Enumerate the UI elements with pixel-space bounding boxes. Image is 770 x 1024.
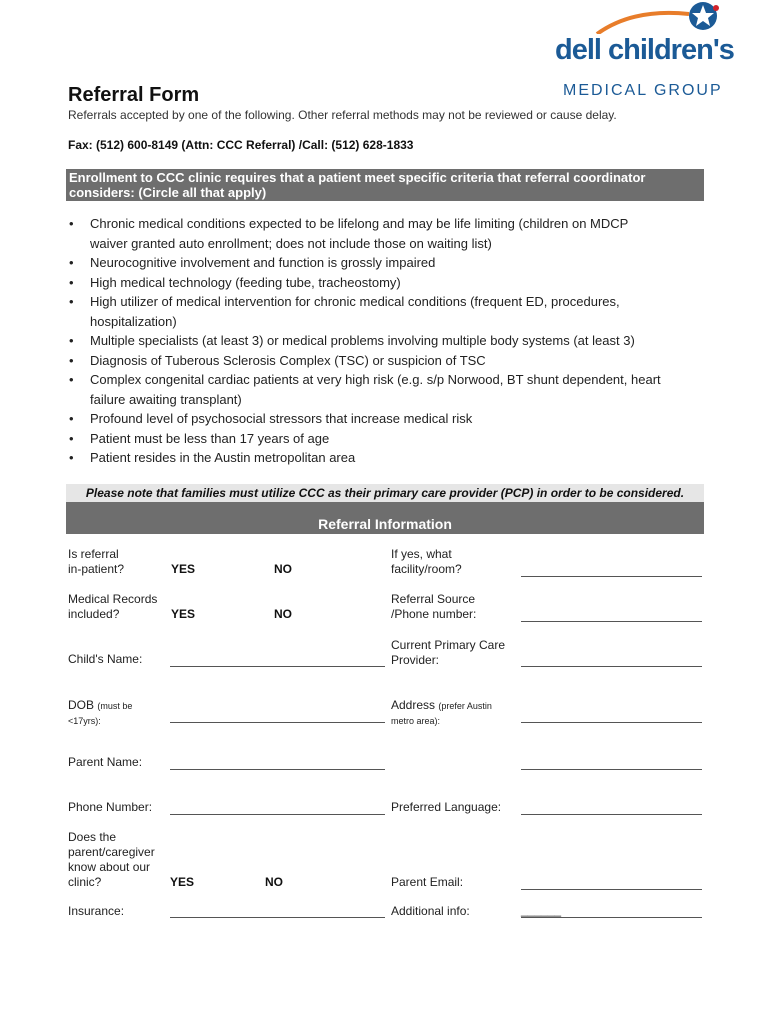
page-subtitle: Referrals accepted by one of the following. Other referral methods may not be reviewed or cause delay. <box>68 108 617 122</box>
facility-label <box>391 547 462 577</box>
pcp-label-line-2: Provider: <box>391 653 440 667</box>
records-label-line-1: Medical Records <box>68 592 158 606</box>
bullet-icon: • <box>69 450 74 465</box>
criteria-item[interactable] <box>66 253 706 273</box>
inpatient-label <box>68 547 124 577</box>
parent-name-label: Parent Name: <box>68 755 143 769</box>
criteria-list <box>66 214 706 468</box>
criteria-item[interactable] <box>66 351 706 371</box>
insurance-field[interactable] <box>170 917 385 918</box>
criteria-item-text: Patient resides in the Austin metropolitan area <box>90 450 356 465</box>
criteria-item[interactable] <box>66 370 706 409</box>
dob-field[interactable] <box>170 722 385 723</box>
criteria-banner-line-2: considers: (Circle all that apply) <box>69 185 267 200</box>
bullet-icon: • <box>69 216 74 231</box>
referral-source-label-line-2: /Phone number: <box>391 607 477 621</box>
parent-email-field[interactable] <box>521 889 702 890</box>
inpatient-yes-option[interactable]: YES <box>171 562 196 576</box>
dob-label-note-2: <17yrs): <box>68 716 101 726</box>
address-field-continued[interactable] <box>521 769 702 770</box>
bullet-icon: • <box>69 411 74 426</box>
aware-no-option[interactable]: NO <box>265 875 283 889</box>
criteria-banner <box>66 169 704 201</box>
criteria-banner-line-1: Enrollment to CCC clinic requires that a patient meet specific criteria that referral coordinator <box>69 170 646 185</box>
referral-source-label <box>391 592 476 622</box>
language-label: Preferred Language: <box>391 800 502 814</box>
address-label-note: (prefer Austin <box>438 701 492 711</box>
facility-label-line-2: facility/room? <box>391 562 462 576</box>
parent-email-label: Parent Email: <box>391 875 464 889</box>
bullet-icon: • <box>69 294 74 309</box>
pcp-label-line-1: Current Primary Care <box>391 638 506 652</box>
bullet-icon: • <box>69 333 74 348</box>
aware-label-line-4: clinic? <box>68 875 102 889</box>
dob-label <box>68 698 132 729</box>
criteria-item-text-cont: hospitalization) <box>90 313 177 329</box>
pcp-field[interactable] <box>521 666 702 667</box>
criteria-item[interactable] <box>66 292 706 331</box>
records-no-option[interactable]: NO <box>274 607 292 621</box>
child-name-field[interactable] <box>170 666 385 667</box>
criteria-item[interactable] <box>66 331 706 351</box>
criteria-item[interactable] <box>66 409 706 429</box>
referral-information-header: Referral Information <box>66 502 704 534</box>
referral-source-field[interactable] <box>521 621 702 622</box>
address-label-note-2: metro area): <box>391 716 441 726</box>
criteria-item-text-cont: waiver granted auto enrollment; does not include those on waiting list) <box>90 235 492 251</box>
criteria-item-text: Neurocognitive involvement and function is grossly impaired <box>90 255 436 270</box>
pcp-note: Please note that families must utilize CCC as their primary care provider (PCP) in order to be considered. <box>66 484 704 502</box>
phone-label: Phone Number: <box>68 800 153 814</box>
child-name-label: Child's Name: <box>68 652 143 666</box>
dob-label-text: DOB <box>68 698 95 712</box>
bullet-icon: • <box>69 430 74 446</box>
inpatient-no-option[interactable]: NO <box>274 562 292 576</box>
criteria-item-text: Complex congenital cardiac patients at very high risk (e.g. s/p Norwood, BT shunt dependent, heart <box>90 372 661 387</box>
criteria-item[interactable] <box>66 448 706 468</box>
bullet-icon: • <box>69 352 74 368</box>
additional-info-value: ______ <box>521 903 562 917</box>
criteria-item-text: Multiple specialists (at least 3) or medical problems involving multiple body systems (at least 3) <box>90 333 635 348</box>
criteria-item-text-cont: failure awaiting transplant) <box>90 391 242 407</box>
criteria-item[interactable] <box>66 273 706 293</box>
star-swoosh-icon <box>593 0 733 34</box>
bullet-icon: • <box>69 274 74 290</box>
criteria-item-text: High utilizer of medical intervention for chronic medical conditions (frequent ED, procedures, <box>90 294 620 309</box>
bullet-icon: • <box>69 372 74 387</box>
aware-yes-option[interactable]: YES <box>170 875 195 889</box>
insurance-label: Insurance: <box>68 904 125 918</box>
aware-label-line-3: know about our <box>68 860 151 874</box>
page-title: Referral Form <box>68 84 200 106</box>
dell-childrens-logo <box>553 0 753 104</box>
inpatient-label-line-2: in-patient? <box>68 562 125 576</box>
address-field[interactable] <box>521 722 702 723</box>
aware-label-line-2: parent/caregiver <box>68 845 155 859</box>
contact-info: Fax: (512) 600-8149 (Attn: CCC Referral) /Call: (512) 628-1833 <box>68 138 414 152</box>
records-yes-option[interactable]: YES <box>171 607 196 621</box>
parent-name-field[interactable] <box>170 769 385 770</box>
additional-info-field[interactable] <box>521 917 702 918</box>
additional-info-label: Additional info: <box>391 904 470 918</box>
facility-label-line-1: If yes, what <box>391 547 452 561</box>
address-label <box>391 698 492 729</box>
dob-label-note: (must be <box>97 701 133 711</box>
criteria-item-text: Patient must be less than 17 years of age <box>90 430 330 446</box>
referral-source-label-line-1: Referral Source <box>391 592 476 606</box>
inpatient-label-line-1: Is referral <box>68 547 119 561</box>
records-label <box>68 592 157 622</box>
address-label-text: Address <box>391 698 436 712</box>
records-label-line-2: included? <box>68 607 120 621</box>
criteria-item-text: High medical technology (feeding tube, tracheostomy) <box>90 274 401 290</box>
pcp-label <box>391 638 505 668</box>
criteria-item-text: Profound level of psychosocial stressors that increase medical risk <box>90 411 473 426</box>
logo-subtitle-text: MEDICAL GROUP <box>563 82 723 99</box>
language-field[interactable] <box>521 814 702 815</box>
bullet-icon: • <box>69 255 74 270</box>
criteria-item[interactable] <box>66 429 706 449</box>
aware-label-line-1: Does the <box>68 830 117 844</box>
facility-field[interactable] <box>521 576 702 577</box>
criteria-item-text: Diagnosis of Tuberous Sclerosis Complex (TSC) or suspicion of TSC <box>90 352 486 368</box>
aware-label <box>68 830 155 890</box>
logo-brand-text: dell children's <box>555 34 734 66</box>
phone-field[interactable] <box>170 814 385 815</box>
criteria-item[interactable] <box>66 214 706 253</box>
criteria-item-text: Chronic medical conditions expected to be lifelong and may be life limiting (children on MDCP <box>90 216 629 231</box>
